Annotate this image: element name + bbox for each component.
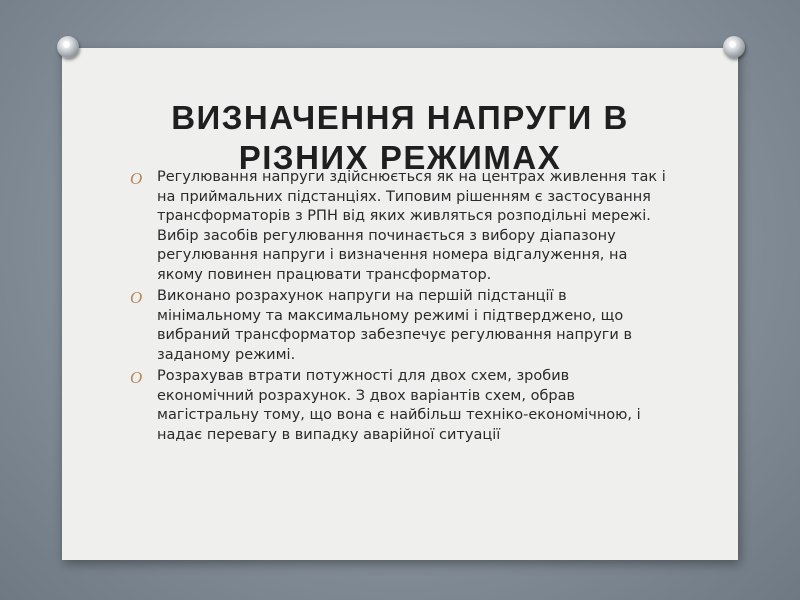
pushpin-icon bbox=[723, 36, 745, 58]
bullet-marker-icon: O bbox=[130, 169, 143, 188]
bullet-text: Виконано розрахунок напруги на першій підстанції в мінімальному та максимальному режимі і підтверджено, що вибраний трансформатор забезпечує регулювання напруги в заданому режимі. bbox=[157, 288, 632, 363]
list-item bbox=[130, 287, 670, 365]
bullet-marker-icon: O bbox=[130, 288, 143, 307]
slide-title bbox=[0, 98, 800, 178]
bullet-text: Регулювання напруги здійснюється як на центрах живлення так і на приймальних підстанціях. Типовим рішенням є застосування трансформаторів з РПН від яких живляться розподільні мережі. Вибір засобів регулювання починається з вибору діапазону регулювання напруги і визначення номера відгалуження, на якому повинен працювати трансформатор. bbox=[157, 169, 666, 283]
bullet-text: Розрахував втрати потужності для двох схем, зробив економічний розрахунок. З двох варіантів схем, обрав магістральну тому, що вона є найбільш техніко-економічною, і надає перевагу в випадку аварійної ситуації bbox=[157, 368, 641, 443]
slide-title-line-1: ВИЗНАЧЕННЯ НАПРУГИ В bbox=[171, 99, 629, 137]
pushpin-icon bbox=[57, 36, 79, 58]
bullet-list bbox=[130, 168, 670, 447]
list-item bbox=[130, 168, 670, 285]
bullet-marker-icon: O bbox=[130, 368, 143, 387]
slide-title-line-2: РІЗНИХ РЕЖИМАХ bbox=[238, 139, 562, 177]
list-item bbox=[130, 367, 670, 445]
